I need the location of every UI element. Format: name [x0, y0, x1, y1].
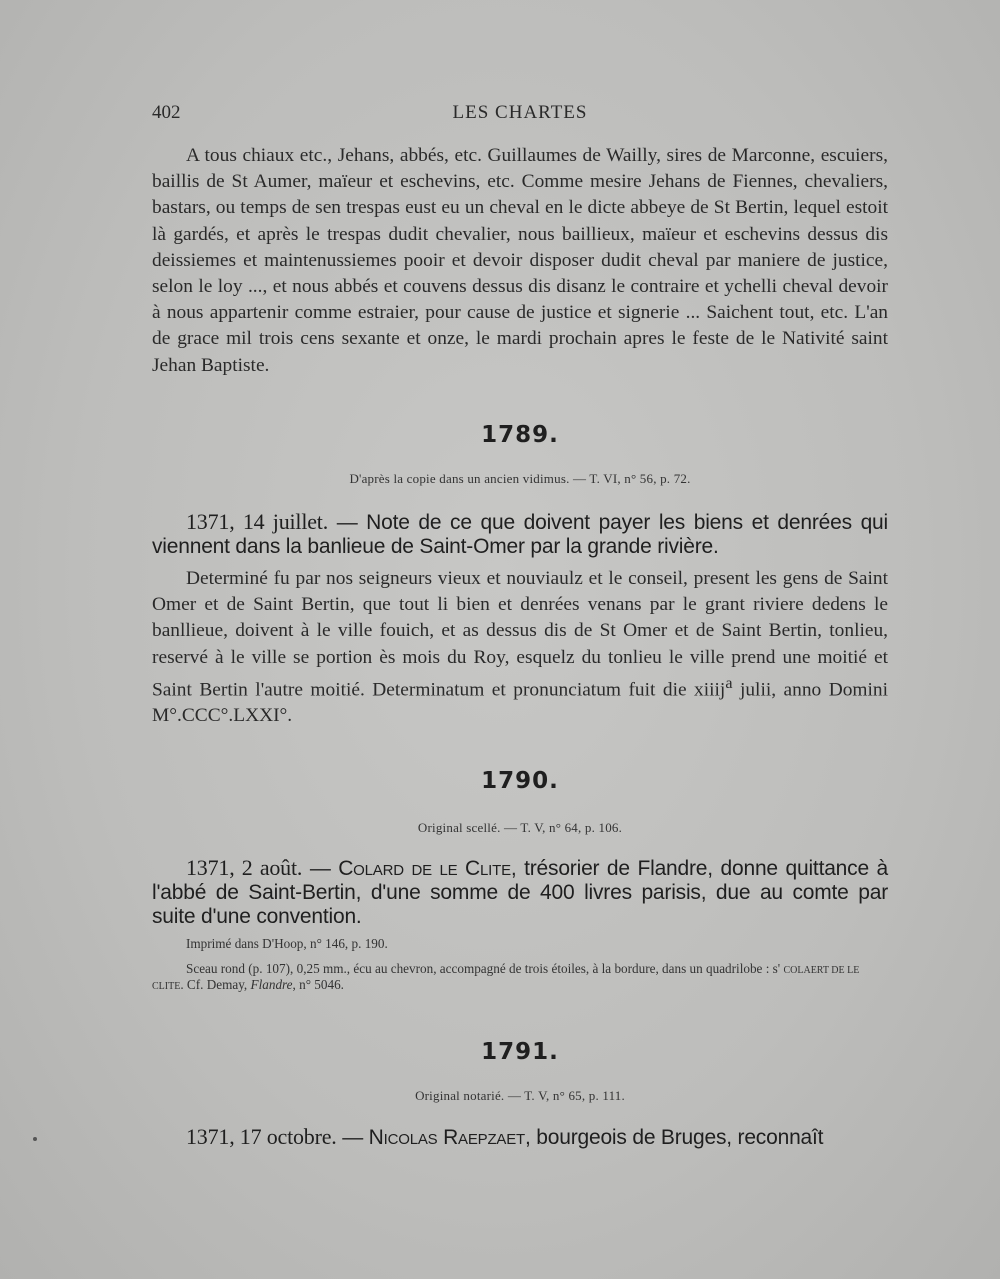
act-source-1789: D'après la copie dans un ancien vidimus. — T. VI, n° 56, p. 72. [349, 471, 691, 486]
act-number-1789: 1789. [481, 422, 559, 448]
act-summary-1789 [152, 510, 888, 559]
continuation-paragraph: A tous chiaux etc., Jehans, abbés, etc. Guillaumes de Wailly, sires de Marconne, escuiers, baillis de St Aumer, maïeur et eschevins, etc. Comme mesire Jehans de Fiennes, chevaliers, bastars, ou temps de sen trespas eust eu un cheval en le dicte abbeye de St Bertin, lequel estoit là gardés, et après le trespas dudit chevalier, nous baillieux, maïeur et eschevins dessus dis deissiemes et maintenussiemes pooir et devoir disposer dudit cheval par maniere de justice, selon le loy ..., et nous abbés et couvens dessus dis disanz le contraire et ychelli cheval devoir à nous appartenir comme estraier, pour cause de justice et signerie ... Saichent tout, etc. L'an de grace mil trois cens sexante et onze, le mardi prochain apres le feste de le Nativité saint Jehan Baptiste. [152, 145, 888, 376]
print-reference: Imprimé dans D'Hoop, n° 146, p. 190. [186, 936, 388, 951]
act-summary-text: — Note de ce que doivent payer les biens et denrées qui viennent dans la banlieue de Saint-Omer par la grande rivière. [152, 511, 888, 558]
superscript: a [725, 674, 733, 692]
act-body-text-end: julii, anno Domini M°.CCC°.LXXI°. [152, 679, 888, 727]
act-source-1790: Original scellé. — T. V, n° 64, p. 106. [417, 820, 623, 835]
act-summary-text: , bourgeois de Bruges, reconnaît [525, 1126, 824, 1149]
act-source-1791: Original notarié. — T. V, n° 65, p. 111. [415, 1088, 625, 1103]
margin-mark [33, 1137, 37, 1141]
act-body-text: Determiné fu par nos seigneurs vieux et nouviaulz et le conseil, present les gens de Saint Omer et de Saint Bertin, que tout li bien et denrées venans par le grant riviere dedens le banllieue, doivent à le ville fouich, et as dessus dis de St Omer et de Saint Bertin, tonlieu, reservé à le ville se portion ès mois du Roy, esquelz du tonlieu le ville prend une moitié et Saint Bertin l'autre moitié. Determinatum et pronunciatum fuit die xiiij [152, 568, 888, 701]
person-name: Nicolas Raepzaet [368, 1126, 525, 1149]
page-header [152, 102, 888, 130]
act-summary-1791: 1371, 17 octobre. — Nicolas Raepzaet, bourgeois de Bruges, reconnaît [186, 1124, 824, 1149]
act-summary-text: , trésorier de Flandre, donne quittance à l'abbé de Saint-Bertin, d'une somme de 400 livres parisis, due au comte par suite d'une convention. [152, 857, 889, 928]
act-date: 1371, 14 juillet. [186, 509, 329, 534]
act-number-1791: 1791. [481, 1039, 559, 1065]
seal-description: Sceau rond (p. 107), 0,25 mm., écu au chevron, accompagné de trois étoiles, à la bordure, dans un quadrilobe : s' COLAERT DE LE CLITE. Cf. Demay, Flandre, n° 5046. [152, 961, 860, 992]
running-title: LES CHARTES [452, 102, 588, 123]
act-number-1790: 1790. [481, 768, 559, 794]
act-date: 1371, 17 octobre. [186, 1124, 337, 1149]
act-date: 1371, 2 août. [186, 855, 303, 880]
act-summary-1790: 1371, 2 août. — Colard de le Clite, trésorier de Flandre, donne quittance à l'abbé de Saint-Bertin, d'une somme de 400 livres parisis, due au comte par suite d'une convention. [152, 855, 889, 928]
continuation-text-block [152, 143, 888, 379]
act-text-1789 [152, 566, 888, 730]
page-number: 402 [152, 102, 181, 123]
person-name: Colard de le Clite [338, 857, 511, 880]
